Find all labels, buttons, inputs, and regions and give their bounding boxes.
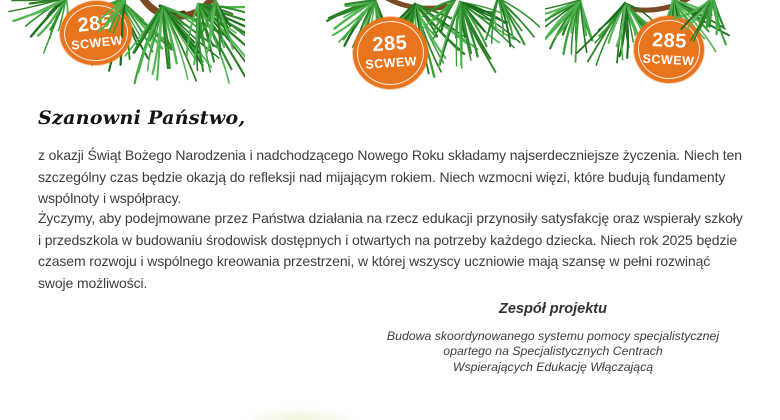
faint-bottom-graphic — [243, 406, 358, 420]
paragraph-line: wspólnoty i współpracy. — [38, 190, 182, 206]
paragraph-line: z okazji Świąt Bożego Narodzenia i nadchodzącego Nowego Roku składamy najserdeczniejsze życzenia. Niech ten — [38, 147, 742, 163]
letter-paragraph-2 — [38, 208, 743, 294]
letter-paragraph-1 — [38, 145, 742, 210]
badge-acronym: SCWEW — [364, 54, 418, 73]
badge-number: 285 — [76, 11, 114, 38]
paragraph-line: czasem rozwoju i wspólnego kreowania przestrzeni, w której wszyscy uczniowie mają szansę w pełni rozwinąć — [38, 253, 711, 269]
badge-number: 285 — [371, 32, 409, 57]
project-name-line: Wspierających Edukację Włączającą — [452, 359, 654, 374]
scwew-badge — [351, 14, 431, 91]
paragraph-line: swoje możliwości. — [38, 274, 148, 291]
paragraph-line: szczególny czas będzie okazją do refleksji nad mijającym rokiem. Niech wzmocni więzi, które budują fundamenty — [38, 168, 726, 185]
paragraph-line: i przedszkola w budowaniu środowisk dostępnych i otwartych na potrzeby każdego dziecka. Niech rok 2025 będzie — [38, 231, 737, 248]
project-name-block — [330, 329, 776, 375]
paragraph-line: Życzymy, aby podejmowane przez Państwa działania na rzecz edukacji przynosiły satysfakcję oraz wspierały szkoły — [38, 210, 743, 226]
letter-greeting: Szanowni Państwo, — [38, 107, 246, 129]
badge-acronym: SCWEW — [70, 33, 124, 53]
scwew-badge — [57, 0, 135, 69]
badge-acronym: SCWEW — [642, 51, 695, 69]
project-name-line: opartego na Specjalistycznych Centrach — [443, 344, 663, 359]
signature-team: Zespół projektu — [499, 301, 607, 317]
scwew-badge — [632, 14, 705, 85]
badge-number: 285 — [651, 28, 688, 53]
project-name-line: Budowa skoordynowanego systemu pomocy specjalistycznej — [386, 329, 720, 343]
